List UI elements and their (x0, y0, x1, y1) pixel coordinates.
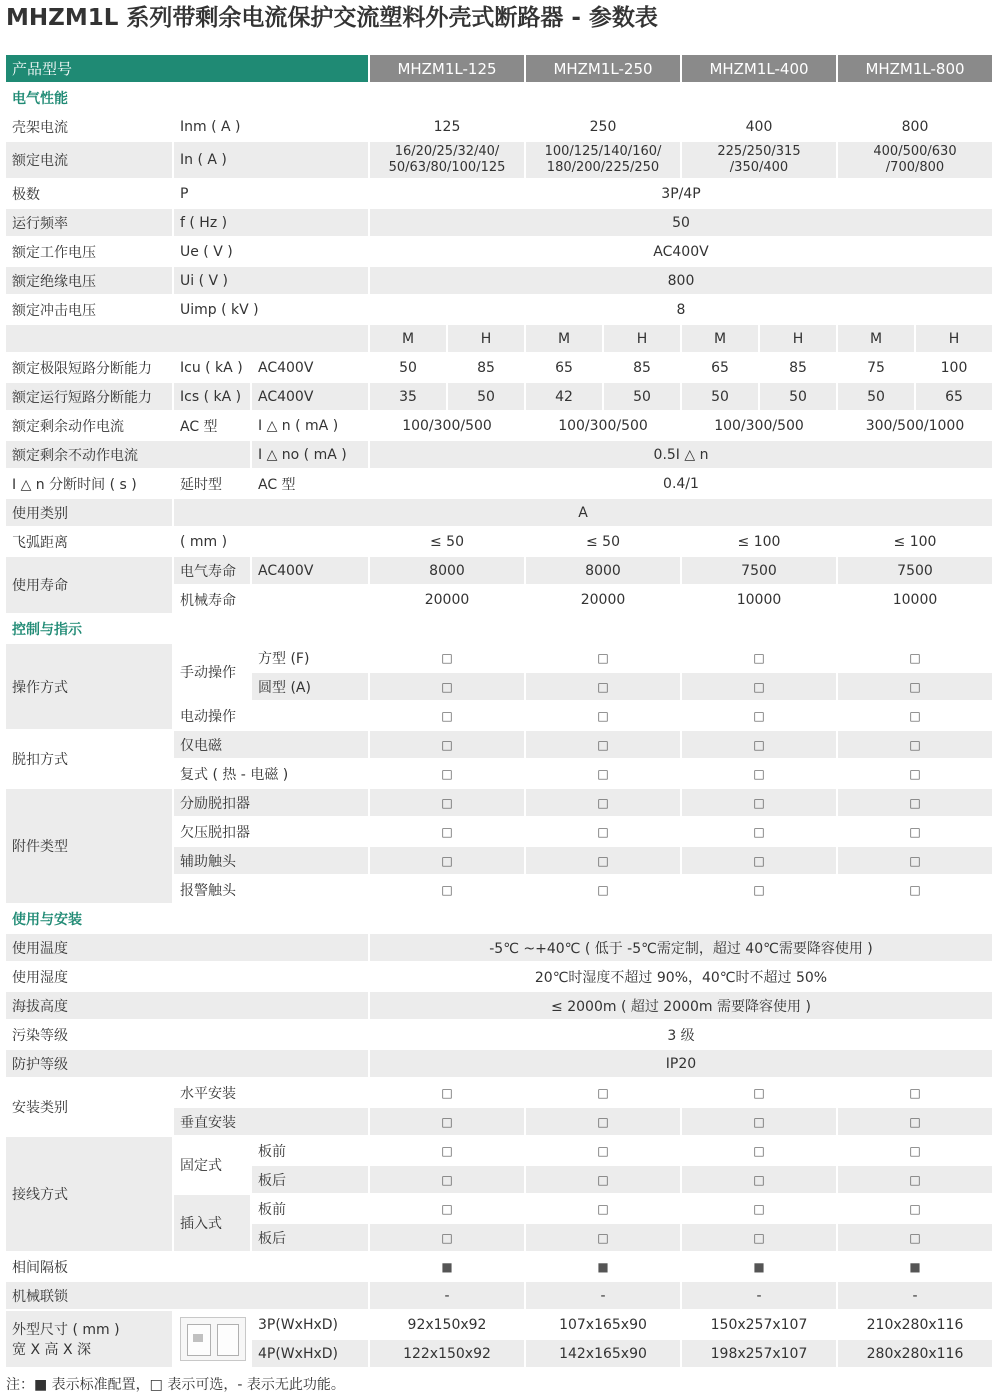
row-label: 操作方式 (6, 644, 174, 731)
row-label: 额定剩余不动作电流 (6, 441, 252, 470)
option-mark: □ (526, 644, 682, 673)
row-option: 方型 (F) (252, 644, 370, 673)
table-row (6, 113, 994, 142)
table-row (6, 383, 994, 412)
row-sublabel: 机械寿命 (174, 586, 370, 615)
option-mark: □ (526, 818, 682, 847)
table-row (6, 441, 994, 470)
cell-value: 85 (604, 354, 682, 383)
cell-value: 250 (526, 113, 682, 142)
cell-value: 20℃时湿度不超过 90%，40℃时不超过 50% (370, 963, 994, 992)
option-mark: □ (370, 760, 526, 789)
option-mark: □ (370, 673, 526, 702)
table-row (6, 992, 994, 1021)
option-mark: □ (838, 673, 994, 702)
row-option: 板前 (252, 1137, 370, 1166)
row-label: 防护等级 (6, 1050, 370, 1079)
row-sublabel: 报警触头 (174, 876, 370, 905)
cell-value: 50 (370, 209, 994, 238)
row-label: 飞弧距离 (6, 528, 174, 557)
cell-value: 280x280x116 (838, 1340, 994, 1369)
row-sublabel: 水平安装 (174, 1079, 370, 1108)
row-sublabel: 辅助触头 (174, 847, 370, 876)
section-heading (6, 84, 994, 113)
standard-mark: ■ (682, 1253, 838, 1282)
option-mark: □ (838, 1137, 994, 1166)
dimension-label: 外型尺寸 ( mm ) (12, 1322, 120, 1338)
table-row (6, 180, 994, 209)
option-mark: □ (370, 1166, 526, 1195)
option-mark: □ (682, 1166, 838, 1195)
row-symbol: Ics ( kA ) (174, 383, 252, 412)
option-mark: □ (370, 789, 526, 818)
option-mark: □ (682, 644, 838, 673)
row-symbol: I △ no ( mA ) (252, 441, 370, 470)
cell-value: ≤ 50 (526, 528, 682, 557)
row-label: 安装类别 (6, 1079, 174, 1137)
row-sublabel: 复式 ( 热 - 电磁 ) (174, 760, 370, 789)
option-mark: □ (526, 1166, 682, 1195)
model-name: MHZM1L-400 (682, 55, 838, 84)
row-label: 使用类别 (6, 499, 174, 528)
option-mark: □ (838, 731, 994, 760)
option-mark: □ (526, 789, 682, 818)
row-voltage: AC400V (252, 383, 370, 412)
cell-value: 50 (682, 383, 760, 412)
none-mark: - (682, 1282, 838, 1311)
option-mark: □ (682, 1137, 838, 1166)
cell-value (838, 142, 994, 180)
row-label: 额定极限短路分断能力 (6, 354, 174, 383)
option-mark: □ (526, 1079, 682, 1108)
cell-value: 50 (370, 354, 448, 383)
cell-value: 92x150x92 (370, 1311, 526, 1340)
model-name: MHZM1L-125 (370, 55, 526, 84)
row-sublabel: 插入式 (174, 1195, 252, 1253)
none-mark: - (838, 1282, 994, 1311)
cell-value: ≤ 100 (682, 528, 838, 557)
row-symbol: Ue ( V ) (174, 238, 370, 267)
row-symbol: P (174, 180, 370, 209)
cell-line: 16/20/25/32/40/ (394, 144, 500, 159)
cell-line: 50/63/80/100/125 (388, 160, 506, 175)
cell-value: 50 (448, 383, 526, 412)
grade-cell: M (370, 325, 448, 354)
option-mark: □ (370, 1079, 526, 1108)
cell-value: ≤ 100 (838, 528, 994, 557)
cell-value: 142x165x90 (526, 1340, 682, 1369)
option-mark: □ (682, 1108, 838, 1137)
row-option: 3P(WxHxD) (252, 1311, 370, 1340)
cell-value: 7500 (838, 557, 994, 586)
option-mark: □ (682, 876, 838, 905)
option-mark: □ (682, 1224, 838, 1253)
cell-value: 75 (838, 354, 916, 383)
option-mark: □ (526, 702, 682, 731)
row-symbol: ( mm ) (174, 528, 370, 557)
row-symbol: Icu ( kA ) (174, 354, 252, 383)
standard-mark: ■ (526, 1253, 682, 1282)
model-name: MHZM1L-250 (526, 55, 682, 84)
row-label: 额定剩余动作电流 (6, 412, 174, 441)
row-label: 壳架电流 (6, 113, 174, 142)
option-mark: □ (682, 1195, 838, 1224)
cell-value: A (174, 499, 994, 528)
option-mark: □ (526, 1195, 682, 1224)
footnote: 注：■ 表示标准配置，□ 表示可选，- 表示无此功能。 (6, 1377, 345, 1393)
row-label: 使用湿度 (6, 963, 370, 992)
table-row (6, 1079, 994, 1108)
option-mark: □ (682, 673, 838, 702)
cell-value: 50 (838, 383, 916, 412)
row-label (6, 1311, 174, 1369)
empty-cell (6, 325, 370, 354)
row-label: 额定冲击电压 (6, 296, 174, 325)
cell-value: 107x165x90 (526, 1311, 682, 1340)
header-row (6, 55, 994, 84)
table-row (6, 209, 994, 238)
row-label: 额定运行短路分断能力 (6, 383, 174, 412)
option-mark: □ (370, 847, 526, 876)
option-mark: □ (370, 702, 526, 731)
table-row (6, 325, 994, 354)
option-mark: □ (838, 1108, 994, 1137)
table-row (6, 142, 994, 180)
option-mark: □ (838, 1195, 994, 1224)
row-label: 使用温度 (6, 934, 370, 963)
cell-value: 100 (916, 354, 994, 383)
grade-cell: H (604, 325, 682, 354)
option-mark: □ (682, 731, 838, 760)
cell-value: 50 (604, 383, 682, 412)
option-mark: □ (526, 1108, 682, 1137)
cell-value (526, 142, 682, 180)
option-mark: □ (370, 876, 526, 905)
table-row (6, 499, 994, 528)
cell-line: 100/125/140/160/ (544, 144, 662, 159)
cell-value (682, 142, 838, 180)
breaker-outline-icon (180, 1317, 246, 1361)
table-row (6, 354, 994, 383)
row-label: 相间隔板 (6, 1253, 370, 1282)
table-row (6, 789, 994, 818)
table-row (6, 644, 994, 673)
cell-value: 65 (682, 354, 760, 383)
table-row (6, 238, 994, 267)
cell-value: 800 (370, 267, 994, 296)
cell-value: 65 (526, 354, 604, 383)
cell-value: 7500 (682, 557, 838, 586)
option-mark: □ (838, 760, 994, 789)
section-heading (6, 905, 994, 934)
table-row (6, 470, 994, 499)
row-label: 机械联锁 (6, 1282, 370, 1311)
cell-value: -5℃ ~+40℃ ( 低于 -5℃需定制，超过 40℃需要降容使用 ) (370, 934, 994, 963)
cell-value: 8000 (526, 557, 682, 586)
row-label: 附件类型 (6, 789, 174, 905)
option-mark: □ (526, 847, 682, 876)
option-mark: □ (838, 818, 994, 847)
row-option: 板后 (252, 1224, 370, 1253)
spec-table (6, 55, 994, 1369)
cell-value: 210x280x116 (838, 1311, 994, 1340)
option-mark: □ (838, 876, 994, 905)
cell-value: 8000 (370, 557, 526, 586)
row-label: 接线方式 (6, 1137, 174, 1253)
cell-value: 150x257x107 (682, 1311, 838, 1340)
standard-mark: ■ (838, 1253, 994, 1282)
row-option: 圆型 (A) (252, 673, 370, 702)
table-row (6, 1050, 994, 1079)
option-mark: □ (682, 760, 838, 789)
option-mark: □ (838, 789, 994, 818)
row-type: 延时型 (174, 470, 252, 499)
none-mark: - (526, 1282, 682, 1311)
option-mark: □ (526, 731, 682, 760)
row-label: 运行频率 (6, 209, 174, 238)
cell-value: 42 (526, 383, 604, 412)
table-row (6, 934, 994, 963)
option-mark: □ (838, 847, 994, 876)
row-sublabel: 垂直安装 (174, 1108, 370, 1137)
cell-value: 65 (916, 383, 994, 412)
table-row (6, 1311, 994, 1340)
cell-value: ≤ 2000m ( 超过 2000m 需要降容使用 ) (370, 992, 994, 1021)
option-mark: □ (682, 847, 838, 876)
option-mark: □ (370, 1108, 526, 1137)
cell-value: 400 (682, 113, 838, 142)
section-electrical: 电气性能 (6, 84, 994, 113)
cell-value: 3 级 (370, 1021, 994, 1050)
section-install: 使用与安装 (6, 905, 994, 934)
row-label: 极数 (6, 180, 174, 209)
cell-value: 10000 (838, 586, 994, 615)
row-sublabel: 手动操作 (174, 644, 252, 702)
option-mark: □ (370, 1224, 526, 1253)
table-row (6, 267, 994, 296)
option-mark: □ (526, 876, 682, 905)
cell-value: 800 (838, 113, 994, 142)
section-control: 控制与指示 (6, 615, 994, 644)
cell-value: 3P/4P (370, 180, 994, 209)
row-symbol: f ( Hz ) (174, 209, 370, 238)
row-label: 额定绝缘电压 (6, 267, 174, 296)
option-mark: □ (370, 818, 526, 847)
cell-value: ≤ 50 (370, 528, 526, 557)
table-row (6, 557, 994, 586)
option-mark: □ (682, 789, 838, 818)
option-mark: □ (526, 673, 682, 702)
option-mark: □ (526, 1224, 682, 1253)
row-symbol: Inm ( A ) (174, 113, 370, 142)
row-symbol: I △ n ( mA ) (252, 412, 370, 441)
row-label: 污染等级 (6, 1021, 370, 1050)
row-symbol: Uimp ( kV ) (174, 296, 370, 325)
option-mark: □ (370, 1195, 526, 1224)
option-mark: □ (526, 1137, 682, 1166)
grade-cell: M (838, 325, 916, 354)
option-mark: □ (370, 1137, 526, 1166)
row-option: 板前 (252, 1195, 370, 1224)
grade-cell: M (682, 325, 760, 354)
none-mark: - (370, 1282, 526, 1311)
cell-value: 100/300/500 (370, 412, 526, 441)
row-option: 4P(WxHxD) (252, 1340, 370, 1369)
dimension-sublabel: 宽 X 高 X 深 (12, 1342, 91, 1358)
option-mark: □ (370, 731, 526, 760)
option-mark: □ (370, 644, 526, 673)
cell-line: /350/400 (729, 160, 789, 175)
row-sublabel: 电动操作 (174, 702, 370, 731)
row-sublabel: 欠压脱扣器 (174, 818, 370, 847)
option-mark: □ (526, 760, 682, 789)
grade-cell: H (448, 325, 526, 354)
cell-line: 180/200/225/250 (546, 160, 660, 175)
table-row (6, 1137, 994, 1166)
option-mark: □ (838, 1224, 994, 1253)
cell-value: 100/300/500 (682, 412, 838, 441)
row-symbol: Ui ( V ) (174, 267, 370, 296)
row-label: 额定工作电压 (6, 238, 174, 267)
option-mark: □ (838, 702, 994, 731)
row-label: I △ n 分断时间 ( s ) (6, 470, 174, 499)
row-sublabel: 电气寿命 (174, 557, 252, 586)
row-label: 使用寿命 (6, 557, 174, 615)
table-row (6, 1282, 994, 1311)
cell-value: 0.4/1 (370, 470, 994, 499)
cell-line: 400/500/630 (873, 144, 957, 159)
table-row (6, 528, 994, 557)
row-sublabel: 仅电磁 (174, 731, 370, 760)
row-sub: AC 型 (252, 470, 370, 499)
row-option: 板后 (252, 1166, 370, 1195)
standard-mark: ■ (370, 1253, 526, 1282)
model-name: MHZM1L-800 (838, 55, 994, 84)
table-row (6, 296, 994, 325)
table-row (6, 963, 994, 992)
cell-value (370, 142, 526, 180)
cell-value: 122x150x92 (370, 1340, 526, 1369)
option-mark: □ (682, 1079, 838, 1108)
row-sublabel: 固定式 (174, 1137, 252, 1195)
row-voltage: AC400V (252, 557, 370, 586)
option-mark: □ (682, 818, 838, 847)
cell-line: 225/250/315 (717, 144, 801, 159)
product-thumbnail (174, 1311, 252, 1369)
grade-cell: H (916, 325, 994, 354)
row-label: 海拔高度 (6, 992, 370, 1021)
cell-value: 85 (448, 354, 526, 383)
model-label: 产品型号 (6, 55, 370, 84)
cell-value: 8 (370, 296, 994, 325)
table-row (6, 1021, 994, 1050)
cell-value: 20000 (526, 586, 682, 615)
cell-value: IP20 (370, 1050, 994, 1079)
cell-value: 50 (760, 383, 838, 412)
table-row (6, 1253, 994, 1282)
cell-value: 35 (370, 383, 448, 412)
table-row (6, 731, 994, 760)
cell-value: 85 (760, 354, 838, 383)
cell-value: 300/500/1000 (838, 412, 994, 441)
cell-value: 10000 (682, 586, 838, 615)
option-mark: □ (838, 644, 994, 673)
row-type: AC 型 (174, 412, 252, 441)
option-mark: □ (838, 1166, 994, 1195)
table-row (6, 412, 994, 441)
cell-value: 20000 (370, 586, 526, 615)
row-sublabel: 分励脱扣器 (174, 789, 370, 818)
row-voltage: AC400V (252, 354, 370, 383)
cell-value: 125 (370, 113, 526, 142)
cell-value: 198x257x107 (682, 1340, 838, 1369)
option-mark: □ (682, 702, 838, 731)
option-mark: □ (838, 1079, 994, 1108)
row-label: 脱扣方式 (6, 731, 174, 789)
section-heading (6, 615, 994, 644)
cell-value: 100/300/500 (526, 412, 682, 441)
cell-value: 0.5I △ n (370, 441, 994, 470)
page-title: MHZM1L 系列带剩余电流保护交流塑料外壳式断路器 - 参数表 (6, 5, 658, 31)
row-symbol: In ( A ) (174, 142, 370, 180)
grade-cell: H (760, 325, 838, 354)
cell-line: /700/800 (885, 160, 945, 175)
row-label: 额定电流 (6, 142, 174, 180)
cell-value: AC400V (370, 238, 994, 267)
grade-cell: M (526, 325, 604, 354)
